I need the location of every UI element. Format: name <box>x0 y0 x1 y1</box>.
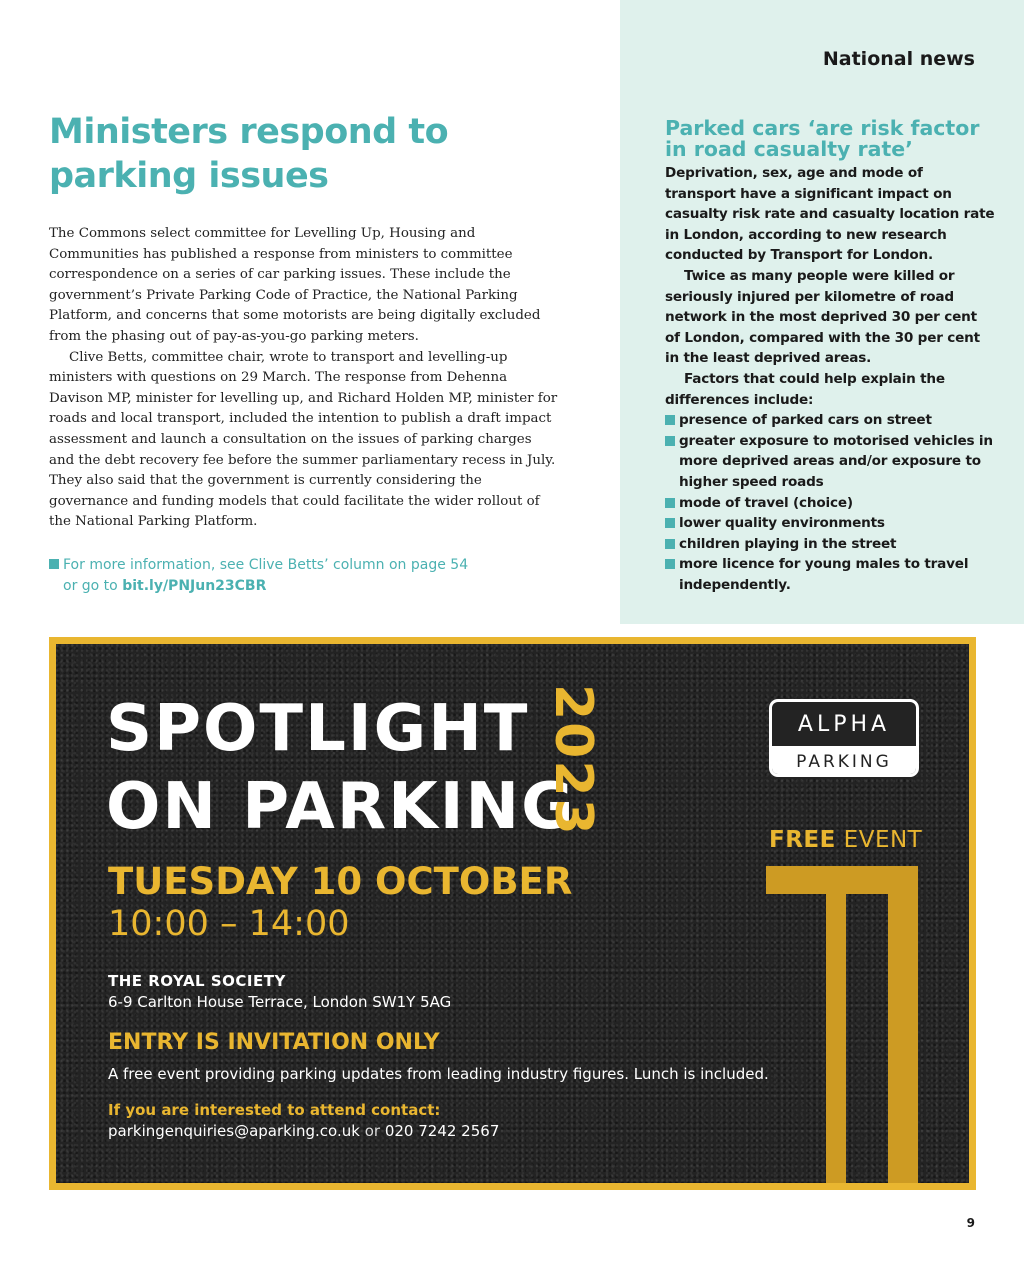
square-bullet-icon <box>665 415 675 425</box>
main-article-body <box>49 224 559 533</box>
list-item <box>665 410 995 431</box>
factor-list <box>665 410 995 595</box>
list-item <box>665 493 995 514</box>
logo-bottom-text: PARKING <box>772 746 916 777</box>
more-info-prefix: or go to <box>63 578 123 594</box>
square-bullet-icon <box>49 559 59 569</box>
contact-phone[interactable]: 020 7242 2567 <box>384 1122 500 1140</box>
sidebar-article-title <box>665 118 995 160</box>
square-bullet-icon <box>665 559 675 569</box>
sidebar-title-line: Parked cars ‘are risk factor <box>665 116 980 140</box>
sidebar-paragraph: Deprivation, sex, age and mode of transport have a significant impact on casualty risk rate and casualty location rate in London, according to new research conducted by Transport for London. <box>665 165 995 264</box>
more-info-text: For more information, see Clive Betts’ column on page 54 <box>63 557 469 573</box>
advert-title-line: SPOTLIGHT <box>106 692 530 766</box>
logo-top-text: ALPHA <box>797 711 891 737</box>
list-item-text: more licence for young males to travel independently. <box>679 556 969 593</box>
list-item <box>665 431 995 493</box>
more-info <box>49 555 569 597</box>
parking-bay-marking-icon <box>766 866 926 1190</box>
more-info-line <box>49 576 569 597</box>
sidebar-title-line: in road casualty rate’ <box>665 137 913 161</box>
list-item-text: presence of parked cars on street <box>679 412 932 429</box>
list-item <box>665 554 995 595</box>
advert-title-line: ON PARKING <box>106 770 576 844</box>
list-item-text: children playing in the street <box>679 535 897 552</box>
page-number: 9 <box>966 1216 975 1230</box>
entry-notice: ENTRY IS INVITATION ONLY <box>108 1030 440 1055</box>
free-event-label <box>769 825 922 855</box>
contact-or: or <box>364 1122 381 1140</box>
list-item-text: greater exposure to motorised vehicles in more deprived areas and/or exposure to higher speed roads <box>679 432 993 490</box>
contact-details <box>108 1121 499 1141</box>
sidebar-paragraph: Factors that could help explain the differences include: <box>665 370 945 408</box>
event-venue: THE ROYAL SOCIETY <box>108 972 286 990</box>
advert-title <box>106 690 576 846</box>
advert-year: 2023 <box>543 684 603 837</box>
event-advert <box>49 637 976 1190</box>
list-item <box>665 534 995 555</box>
event-address: 6-9 Carlton House Terrace, London SW1Y 5AG <box>108 993 452 1011</box>
main-paragraph: Clive Betts, committee chair, wrote to transport and levelling-up ministers with questions on 29 March. The response from Dehenna Davison MP, minister for levelling up, and Richard Holden MP, minister for roads and local transport, included the intention to publish a draft impact assessment and launch a consultation on the issues of parking charges and the debt recovery fee before the summer parliamentary recess in July. They also said that the government is currently considering the governance and funding models that could facilitate the wider rollout of the National Parking Platform. <box>49 349 558 530</box>
main-paragraph: The Commons select committee for Levelling Up, Housing and Communities has published a response from ministers to committee correspondence on a series of car parking issues. These include the government’s Private Parking Code of Practice, the National Parking Platform, and concerns that some motorists are being digitally excluded from the phasing out of pay-as-you-go parking meters. <box>49 226 541 344</box>
main-article-title <box>49 110 589 198</box>
more-info-link[interactable]: bit.ly/PNJun23CBR <box>122 578 267 594</box>
free-label: FREE <box>769 827 836 853</box>
contact-email[interactable]: parkingenquiries@aparking.co.uk <box>108 1122 360 1140</box>
contact-heading: If you are interested to attend contact: <box>108 1101 441 1119</box>
section-label: National news <box>822 48 975 70</box>
square-bullet-icon <box>665 498 675 508</box>
event-date: TUESDAY 10 OCTOBER <box>108 860 573 903</box>
event-description: A free event providing parking updates from leading industry figures. Lunch is included. <box>108 1065 769 1083</box>
main-title-line: parking issues <box>49 156 329 196</box>
list-item-text: lower quality environments <box>679 515 885 532</box>
square-bullet-icon <box>665 518 675 528</box>
alpha-parking-logo <box>769 699 919 777</box>
sidebar-article-body <box>665 163 995 595</box>
event-label: EVENT <box>843 827 923 853</box>
square-bullet-icon <box>665 539 675 549</box>
main-title-line: Ministers respond to <box>49 112 449 152</box>
sidebar-paragraph: Twice as many people were killed or seriously injured per kilometre of road network in the most deprived 30 per cent of London, compared with the 30 per cent in the least deprived areas. <box>665 267 980 367</box>
more-info-line <box>49 555 569 576</box>
list-item <box>665 513 995 534</box>
square-bullet-icon <box>665 436 675 446</box>
event-time: 10:00 – 14:00 <box>108 904 350 944</box>
list-item-text: mode of travel (choice) <box>679 494 853 511</box>
